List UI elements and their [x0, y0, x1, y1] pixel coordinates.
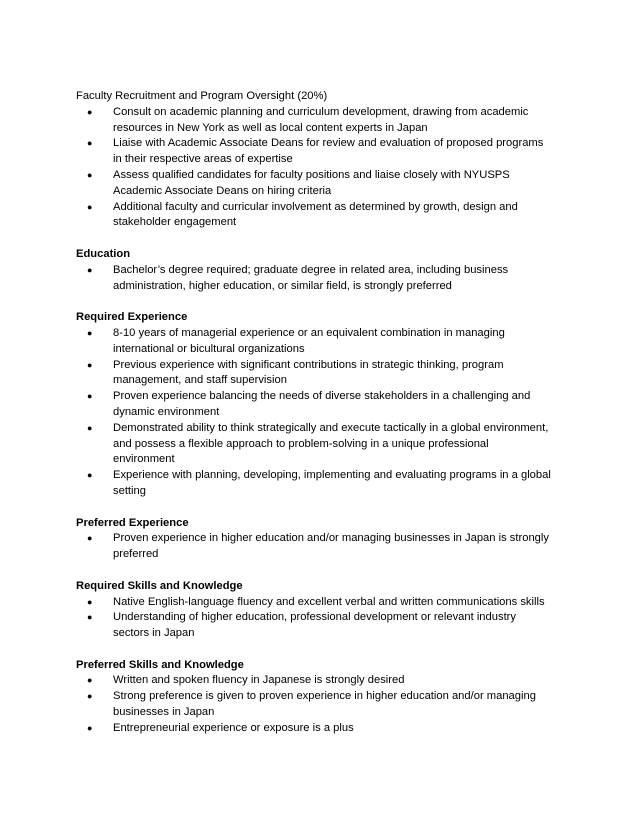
list-item — [76, 326, 576, 358]
list-item-line: Strong preference is given to proven experience in higher education and/or managing — [113, 690, 536, 703]
section-heading: Faculty Recruitment and Program Oversight (20%) — [76, 90, 328, 102]
list-item — [76, 531, 576, 563]
list-item — [76, 105, 576, 137]
section-faculty — [76, 89, 576, 231]
list-item-text — [113, 468, 576, 500]
list-item-text — [113, 721, 576, 737]
section-heading: Preferred Experience — [76, 516, 189, 529]
list-item — [76, 610, 576, 642]
list-item — [76, 689, 576, 721]
list-item-text — [113, 136, 576, 168]
section-education — [76, 247, 576, 294]
list-item — [76, 389, 576, 421]
list-item-text — [113, 610, 576, 642]
list-item-line: Native English-language fluency and excellent verbal and written communications skills — [113, 595, 545, 608]
list-item-text — [113, 358, 576, 390]
list-item-line: and possess a flexible approach to problem-solving in a unique professional — [113, 437, 489, 450]
list-item-line: Experience with planning, developing, implementing and evaluating programs in a global — [113, 469, 551, 482]
section-spacer — [76, 231, 576, 247]
list-item-line: sectors in Japan — [113, 627, 195, 640]
bullet-icon: ● — [87, 169, 93, 180]
list-item-line: Demonstrated ability to think strategically and execute tactically in a global environment, — [113, 421, 549, 434]
list-item-line: businesses in Japan — [113, 706, 215, 719]
list-item-line: Proven experience in higher education and/or managing businesses in Japan is strongly — [113, 532, 549, 545]
section-heading: Preferred Skills and Knowledge — [76, 658, 244, 671]
bullet-list — [76, 263, 576, 295]
bullet-icon: ● — [87, 691, 93, 702]
list-item-text — [113, 421, 576, 468]
list-item-line: Entrepreneurial experience or exposure is a plus — [113, 721, 354, 734]
list-item-line: Proven experience balancing the needs of diverse stakeholders in a challenging and — [113, 390, 531, 403]
list-item-line: setting — [113, 484, 146, 497]
bullet-list — [76, 326, 576, 500]
bullet-icon: ● — [87, 470, 93, 481]
bullet-icon: ● — [87, 327, 93, 338]
bullet-icon: ● — [87, 722, 93, 733]
list-item — [76, 721, 576, 737]
list-item — [76, 673, 576, 689]
list-item — [76, 200, 576, 232]
list-item-line: 8-10 years of managerial experience or an equivalent combination in managing — [113, 326, 505, 339]
list-item-text — [113, 200, 576, 232]
section-spacer — [76, 294, 576, 310]
bullet-list — [76, 595, 576, 642]
bullet-list — [76, 673, 576, 736]
list-item-line: Additional faculty and curricular involvement as determined by growth, design and — [113, 200, 518, 213]
section-heading: Required Experience — [76, 311, 188, 324]
list-item-line: environment — [113, 453, 175, 466]
list-item — [76, 421, 576, 468]
section-required-skills — [76, 579, 576, 642]
section-heading: Education — [76, 247, 131, 260]
bullet-icon: ● — [87, 138, 93, 149]
list-item-line: Consult on academic planning and curriculum development, drawing from academic — [113, 105, 529, 118]
list-item — [76, 468, 576, 500]
bullet-icon: ● — [87, 612, 93, 623]
list-item-line: Understanding of higher education, professional development or relevant industry — [113, 611, 516, 624]
list-item-line: Liaise with Academic Associate Deans for review and evaluation of proposed programs — [113, 137, 544, 150]
bullet-list — [76, 105, 576, 231]
bullet-list — [76, 531, 576, 563]
section-spacer — [76, 642, 576, 658]
bullet-icon: ● — [87, 264, 93, 275]
list-item-text — [113, 689, 576, 721]
bullet-icon: ● — [87, 201, 93, 212]
bullet-icon: ● — [87, 422, 93, 433]
bullet-icon: ● — [87, 533, 93, 544]
list-item-line: stakeholder engagement — [113, 216, 237, 229]
list-item-text — [113, 673, 576, 689]
list-item-text — [113, 531, 576, 563]
bullet-icon: ● — [87, 359, 93, 370]
bullet-icon: ● — [87, 391, 93, 402]
list-item — [76, 595, 576, 611]
list-item-line: international or bicultural organizations — [113, 342, 305, 355]
bullet-icon: ● — [87, 675, 93, 686]
list-item-line: management, and staff supervision — [113, 374, 287, 387]
list-item-text — [113, 168, 576, 200]
bullet-icon: ● — [87, 106, 93, 117]
list-item-line: Assess qualified candidates for faculty positions and liaise closely with NYUSPS — [113, 168, 510, 181]
list-item-line: Academic Associate Deans on hiring criteria — [113, 184, 332, 197]
list-item-line: Written and spoken fluency in Japanese is strongly desired — [113, 674, 405, 687]
list-item — [76, 136, 576, 168]
list-item-line: preferred — [113, 548, 159, 561]
list-item — [76, 168, 576, 200]
bullet-icon: ● — [87, 596, 93, 607]
section-preferred-experience — [76, 516, 576, 563]
section-heading: Required Skills and Knowledge — [76, 579, 243, 592]
list-item — [76, 263, 576, 295]
list-item-line: resources in New York as well as local content experts in Japan — [113, 121, 428, 134]
section-spacer — [76, 500, 576, 516]
list-item-text — [113, 595, 576, 611]
list-item-text — [113, 263, 576, 295]
list-item-line: dynamic environment — [113, 405, 220, 418]
section-preferred-skills — [76, 658, 576, 737]
list-item-line: administration, higher education, or similar field, is strongly preferred — [113, 279, 452, 292]
section-spacer — [76, 563, 576, 579]
list-item-line: Bachelor’s degree required; graduate degree in related area, including business — [113, 263, 509, 276]
list-item-text — [113, 326, 576, 358]
list-item-line: in their respective areas of expertise — [113, 153, 293, 166]
list-item — [76, 358, 576, 390]
document-body — [76, 89, 576, 737]
list-item-line: Previous experience with significant contributions in strategic thinking, program — [113, 358, 504, 371]
list-item-text — [113, 105, 576, 137]
section-required-experience — [76, 310, 576, 500]
list-item-text — [113, 389, 576, 421]
